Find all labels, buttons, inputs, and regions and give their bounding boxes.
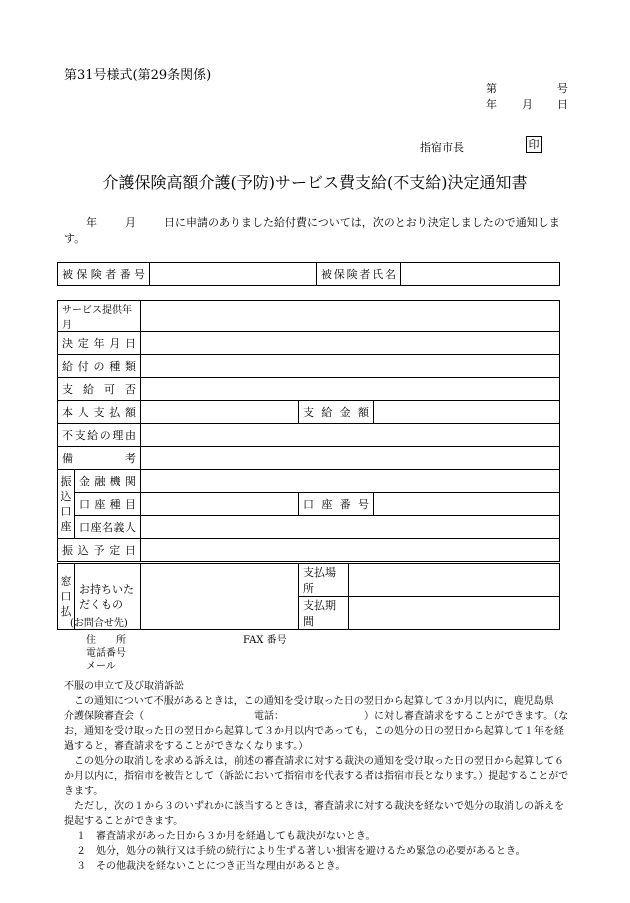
notice-paragraph-3: ただし，次の１から３のいずれかに該当するときは，審査請求に対する裁決を経ないで処分の取消しの訴えを提起することができます。	[64, 801, 564, 827]
decision-date-field[interactable]	[141, 332, 560, 355]
notice-item-1: １ 審査請求があった日から３か月を経過しても裁決がないとき。	[76, 831, 376, 842]
transfer-char-3: 口	[60, 505, 72, 518]
self-payment-label: 本人支払額	[58, 401, 141, 424]
items-to-bring-field[interactable]	[141, 564, 299, 630]
benefit-type-field[interactable]	[141, 355, 560, 378]
date-month: 月	[522, 98, 533, 111]
notice-item-2: ２ 処分，処分の執行又は手続の続行により生ずる著しい損害を避けるため緊急の必要があるとき。	[76, 846, 526, 857]
payment-amount-label: 支給金額	[299, 401, 374, 424]
inquiry-fax-label: FAX 番号	[243, 635, 287, 646]
remarks-label: 備考	[58, 447, 141, 470]
approval-label: 支給可否	[58, 378, 141, 401]
approval-field[interactable]	[141, 378, 560, 401]
items-to-bring-line2: だくもの	[79, 597, 123, 611]
items-to-bring-line1: お持ちいた	[79, 582, 134, 596]
remarks-field[interactable]	[141, 447, 560, 470]
insured-table	[57, 262, 560, 286]
counter-payment-table	[57, 563, 560, 630]
appeal-notice	[64, 679, 570, 874]
account-number-field[interactable]	[374, 493, 560, 516]
counter-char-2: 口	[60, 590, 72, 603]
transfer-char-1: 振	[60, 475, 72, 488]
rejection-reason-field[interactable]	[141, 424, 560, 447]
transfer-date-field[interactable]	[141, 539, 560, 562]
decision-date-label: 決定年月日	[58, 332, 141, 355]
account-holder-field[interactable]	[141, 516, 560, 539]
form-number: 第31号様式(第29条関係)	[64, 68, 212, 83]
payment-period-field[interactable]	[349, 597, 560, 630]
seal-box: 印	[526, 136, 542, 153]
self-payment-field[interactable]	[141, 401, 299, 424]
rejection-reason-label: 不支給の理由	[58, 424, 141, 447]
doc-number-suffix: 号	[557, 82, 568, 95]
counter-char-1: 窓	[60, 575, 72, 588]
payment-amount-field[interactable]	[374, 401, 560, 424]
insured-number-label: 被保険者番号	[58, 263, 150, 286]
insured-name-label: 被保険者氏名	[317, 263, 401, 286]
notice-item-3: ３ その他裁決を経ないことにつき正当な理由があるとき。	[76, 861, 346, 872]
account-type-field[interactable]	[141, 493, 299, 516]
intro-month: 月	[125, 216, 136, 229]
details-table	[57, 300, 560, 562]
counter-char-3: 払	[60, 605, 72, 618]
payment-place-label: 支払場所	[299, 564, 349, 597]
service-month-label: サービス提供年月	[58, 301, 141, 332]
account-number-label: 口座番号	[299, 493, 374, 516]
date-day: 日	[557, 98, 568, 111]
inquiry-mail-label: メール	[86, 661, 116, 672]
doc-number-prefix: 第	[486, 82, 497, 95]
account-type-label: 口座種目	[75, 493, 141, 516]
notice-paragraph-2: この処分の取消しを求める訴えは，前述の審査請求に対する裁決の通知を受け取った日の翌日から起算して６か月以内に，指宿市を被告として（訴訟において指宿市を代表する者は指宿市長となります。）提起することができます。	[64, 756, 569, 797]
intro-year: 年	[86, 216, 97, 229]
insured-number-field[interactable]	[150, 263, 317, 286]
intro-text: 日に申請のありました給付費については，次のとおり決定しましたので通知します。	[64, 216, 560, 245]
service-month-field[interactable]	[141, 301, 560, 332]
transfer-char-2: 込	[60, 490, 72, 503]
intro-paragraph	[64, 215, 568, 247]
transfer-date-label: 振込予定日	[58, 539, 141, 562]
benefit-type-label: 給付の種類	[58, 355, 141, 378]
date-year: 年	[486, 98, 497, 111]
inquiry-heading: (お問合せ先)	[70, 618, 128, 629]
payment-period-label: 支払期間	[299, 597, 349, 630]
transfer-account-label	[58, 470, 75, 539]
inquiry-address-label: 住 所	[86, 635, 126, 646]
document-title: 介護保険高額介護(予防)サービス費支給(不支給)決定通知書	[102, 173, 528, 192]
bank-field[interactable]	[141, 470, 560, 493]
insured-name-field[interactable]	[401, 263, 560, 286]
notice-paragraph-1: この通知について不服があるときは，この通知を受け取った日の翌日から起算して３か月以内に，鹿児島県 介護保険審査会（ 電話： ）に対し審査請求をすることができます。（なお，通知を受け取った日の翌日から起算して３か月以内であっても，この処分の日の翌日から起算して１年を経過すると，審査請求をすることができなくなります。）	[64, 696, 569, 752]
transfer-char-4: 座	[60, 520, 72, 533]
inquiry-phone-label: 電話番号	[86, 648, 126, 659]
issuer-mayor: 指宿市長	[420, 141, 464, 154]
payment-place-field[interactable]	[349, 564, 560, 597]
account-holder-label: 口座名義人	[75, 516, 141, 539]
notice-heading: 不服の申立て及び取消訴訟	[64, 681, 184, 692]
bank-label: 金融機関	[75, 470, 141, 493]
